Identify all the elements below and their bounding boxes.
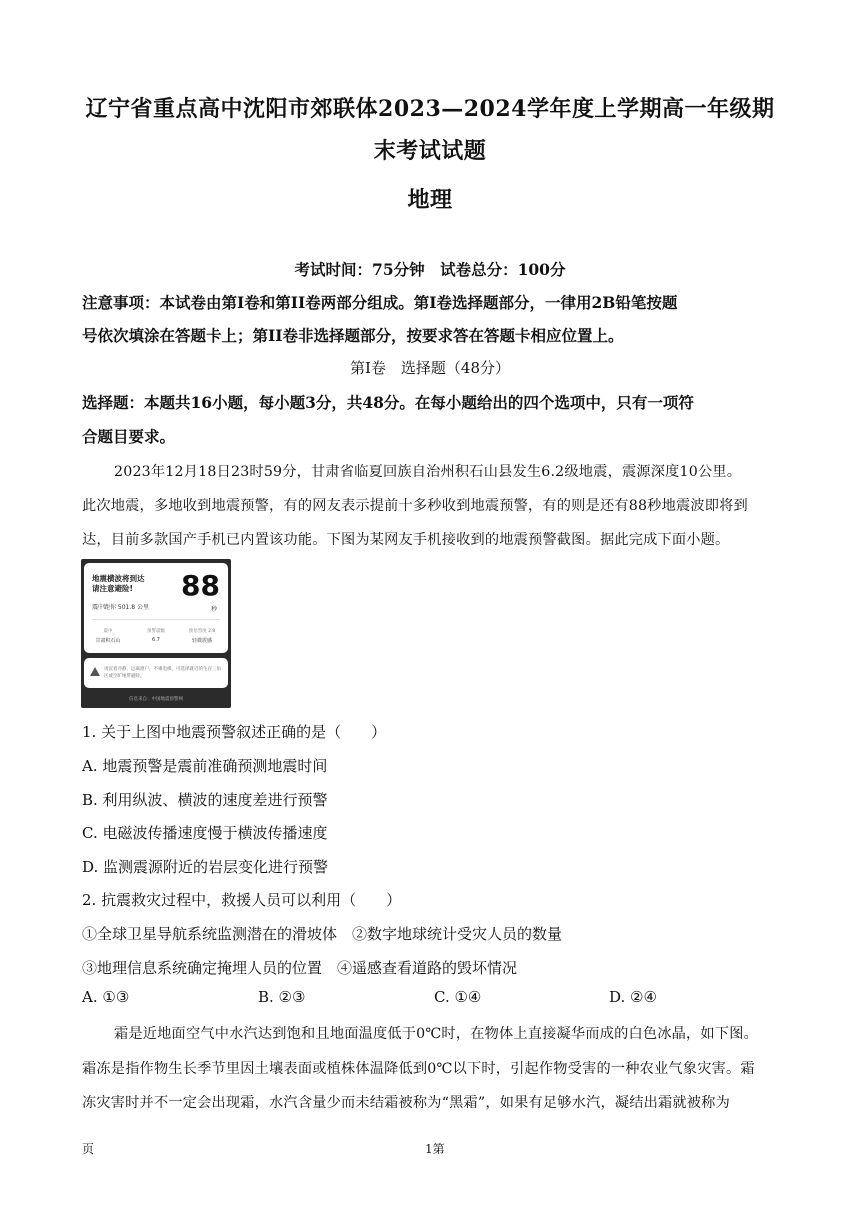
stat-value: 6.7 xyxy=(152,637,160,643)
question-2-option-d: D. ②④ xyxy=(609,988,657,1006)
notice-line1: 注意事项：本试卷由第I卷和第II卷两部分组成。第I卷选择题部分，一律用2B铅笔按题 xyxy=(82,293,678,312)
passage1-line2: 此次地震，多地收到地震预警，有的网友表示提前十多秒收到地震预警，有的则是还有88秒地震波即将到 xyxy=(82,498,748,514)
stat-intensity xyxy=(182,628,222,644)
exam-info: 考试时间：75分钟 试卷总分：100分 xyxy=(294,260,566,279)
safety-tip-card xyxy=(84,658,228,688)
question-2-items-line1: ①全球卫星导航系统监测潜在的滑坡体 ②数字地球统计受灾人员的数量 xyxy=(82,925,563,943)
question-2-option-c: C. ①④ xyxy=(434,988,482,1006)
alert-card xyxy=(84,563,228,653)
passage2-line2: 霜冻是指作物生长季节里因土壤表面或植株体温降低到0℃以下时，引起作物受害的一种农业气象灾害。霜 xyxy=(82,1061,755,1077)
stat-value: 甘肃积石山 xyxy=(95,638,121,644)
passage1-line1: 2023年12月18日23时59分，甘肃省临夏回族自治州积石山县发生6.2级地震，震源深度10公里。 xyxy=(114,464,742,480)
warning-icon xyxy=(90,667,100,676)
passage2-line3: 冻灾害时并不一定会出现霜，水汽含量少而未结霜被称为“黑霜”，如果有足够水汽，凝结出霜就被称为 xyxy=(82,1095,730,1111)
question-2-option-b: B. ②③ xyxy=(258,988,306,1006)
safety-tip-text: 请沉着冷静，远离窗户，不乘电梯，可选择就近的生存三角区或空旷地带避险。 xyxy=(104,667,221,679)
earthquake-alert-screenshot xyxy=(81,559,231,708)
stat-label: 震中 xyxy=(103,629,113,634)
question-2-items-line2: ③地理信息系统确定掩埋人员的位置 ④遥感查看道路的毁坏情况 xyxy=(82,959,518,977)
alert-source: 信息来自：中国地震预警网 xyxy=(129,697,183,702)
countdown-unit: 秒 xyxy=(210,606,217,613)
notice-line2: 号依次填涂在答题卡上；第II卷非选择题部分，按要求答在答题卡相应位置上。 xyxy=(82,326,624,345)
question-1-option-a: A. 地震预警是震前准确预测地震时间 xyxy=(82,757,328,775)
stat-label: 预估烈度 2.8 xyxy=(188,629,216,634)
stat-epicenter xyxy=(88,628,128,644)
stat-label: 预警震级 xyxy=(147,629,165,634)
section1-title: 第I卷 选择题（48分） xyxy=(349,359,510,377)
stat-magnitude xyxy=(136,628,176,643)
passage2-line1: 霜是近地面空气中水汽达到饱和且地面温度低于0℃时，在物体上直接凝华而成的白色冰晶，如下图。 xyxy=(114,1026,758,1042)
section1-instructions-line1: 选择题：本题共16小题，每小题3分，共48分。在每小题给出的四个选项中，只有一项符 xyxy=(82,393,694,412)
question-1-option-c: C. 电磁波传播速度慢于横波传播速度 xyxy=(82,824,328,842)
footer-page-number: 1第 xyxy=(425,1142,445,1156)
alert-title-line2: 请注意避险! xyxy=(92,584,133,593)
question-2-stem: 2. 抗震救灾过程中，救援人员可以利用（ ） xyxy=(82,891,402,909)
exam-title-line2: 末考试试题 xyxy=(373,138,487,164)
question-1-option-b: B. 利用纵波、横波的速度差进行预警 xyxy=(82,791,328,809)
subject-title: 地理 xyxy=(407,187,453,213)
passage1-line3: 达，目前多款国产手机已内置该功能。下图为某网友手机接收到的地震预警截图。据此完成下面小题。 xyxy=(82,532,730,548)
exam-title-line1: 辽宁省重点高中沈阳市郊联体2023—2024学年度上学期高一年级期 xyxy=(85,96,775,122)
alert-title-line1: 地震横波将到达 xyxy=(92,574,145,583)
question-2-option-a: A. ①③ xyxy=(82,988,130,1006)
card-divider xyxy=(92,619,220,620)
stat-value: 轻微震感 xyxy=(191,638,212,644)
footer-page-label: 页 xyxy=(82,1142,95,1156)
section1-instructions-line2: 合题目要求。 xyxy=(82,427,176,446)
countdown-seconds: 88 xyxy=(181,569,220,602)
question-1-option-d: D. 监测震源附近的岩层变化进行预警 xyxy=(82,858,329,876)
epicenter-distance: 震中距你 501.8 公里 xyxy=(92,604,149,611)
question-1-stem: 1. 关于上图中地震预警叙述正确的是（ ） xyxy=(82,723,387,741)
alert-title xyxy=(92,574,145,594)
